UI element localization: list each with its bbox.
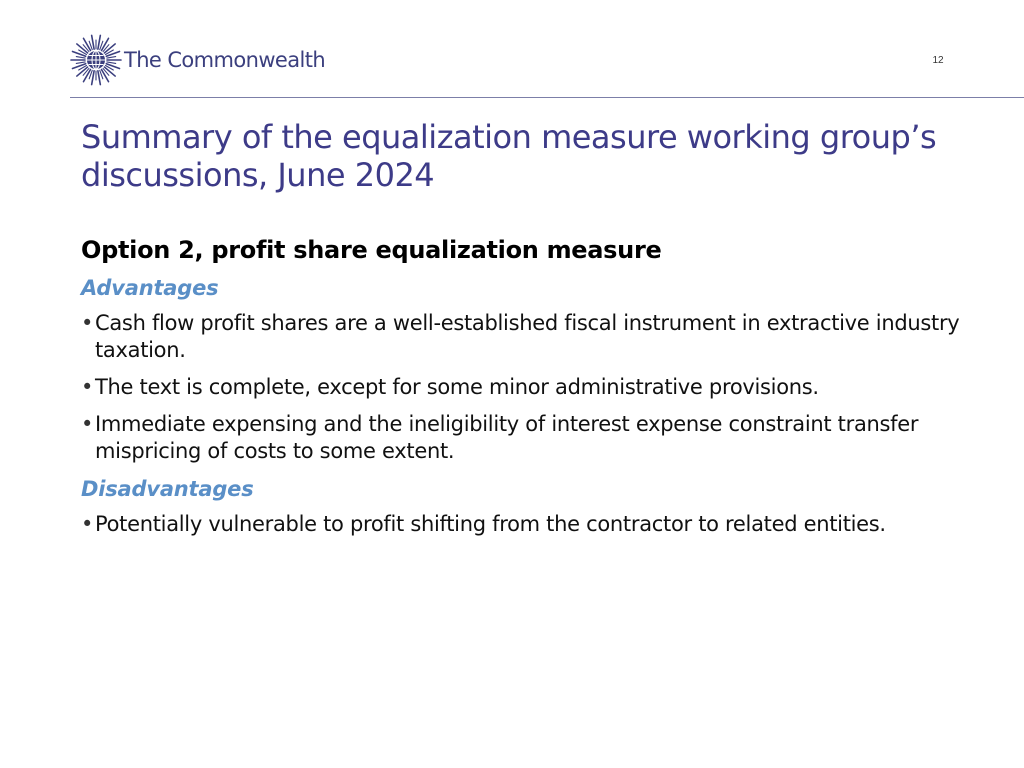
list-item bbox=[81, 310, 961, 364]
list-item-text: Potentially vulnerable to profit shifting from the contractor to related entities. bbox=[95, 512, 886, 536]
advantages-label: Advantages bbox=[81, 276, 219, 300]
list-item bbox=[81, 374, 961, 401]
bullet-icon: • bbox=[81, 412, 94, 436]
bullet-icon: • bbox=[81, 311, 94, 335]
bullet-icon: • bbox=[81, 512, 94, 536]
bullet-icon: • bbox=[81, 375, 94, 399]
slide-title: Summary of the equalization measure working group’s discussions, June 2024 bbox=[81, 118, 937, 194]
page-number: 12 bbox=[932, 55, 944, 66]
list-item-text: Cash flow profit shares are a well-established fiscal instrument in extractive industry taxation. bbox=[95, 311, 960, 362]
list-item bbox=[81, 511, 961, 538]
commonwealth-logo bbox=[70, 34, 325, 86]
option-heading: Option 2, profit share equalization measure bbox=[81, 236, 662, 264]
disadvantages-label: Disadvantages bbox=[81, 477, 254, 501]
logo-wordmark: The Commonwealth bbox=[124, 48, 326, 72]
list-item-text: The text is complete, except for some minor administrative provisions. bbox=[95, 375, 819, 399]
list-item bbox=[81, 411, 961, 465]
header-divider bbox=[70, 97, 1024, 98]
list-item-text: Immediate expensing and the ineligibility of interest expense constraint transfer mispricing of costs to some extent. bbox=[95, 412, 919, 463]
disadvantages-list bbox=[81, 511, 961, 538]
advantages-list bbox=[81, 310, 961, 465]
commonwealth-globe-icon bbox=[70, 34, 122, 86]
slide-content bbox=[81, 232, 961, 548]
